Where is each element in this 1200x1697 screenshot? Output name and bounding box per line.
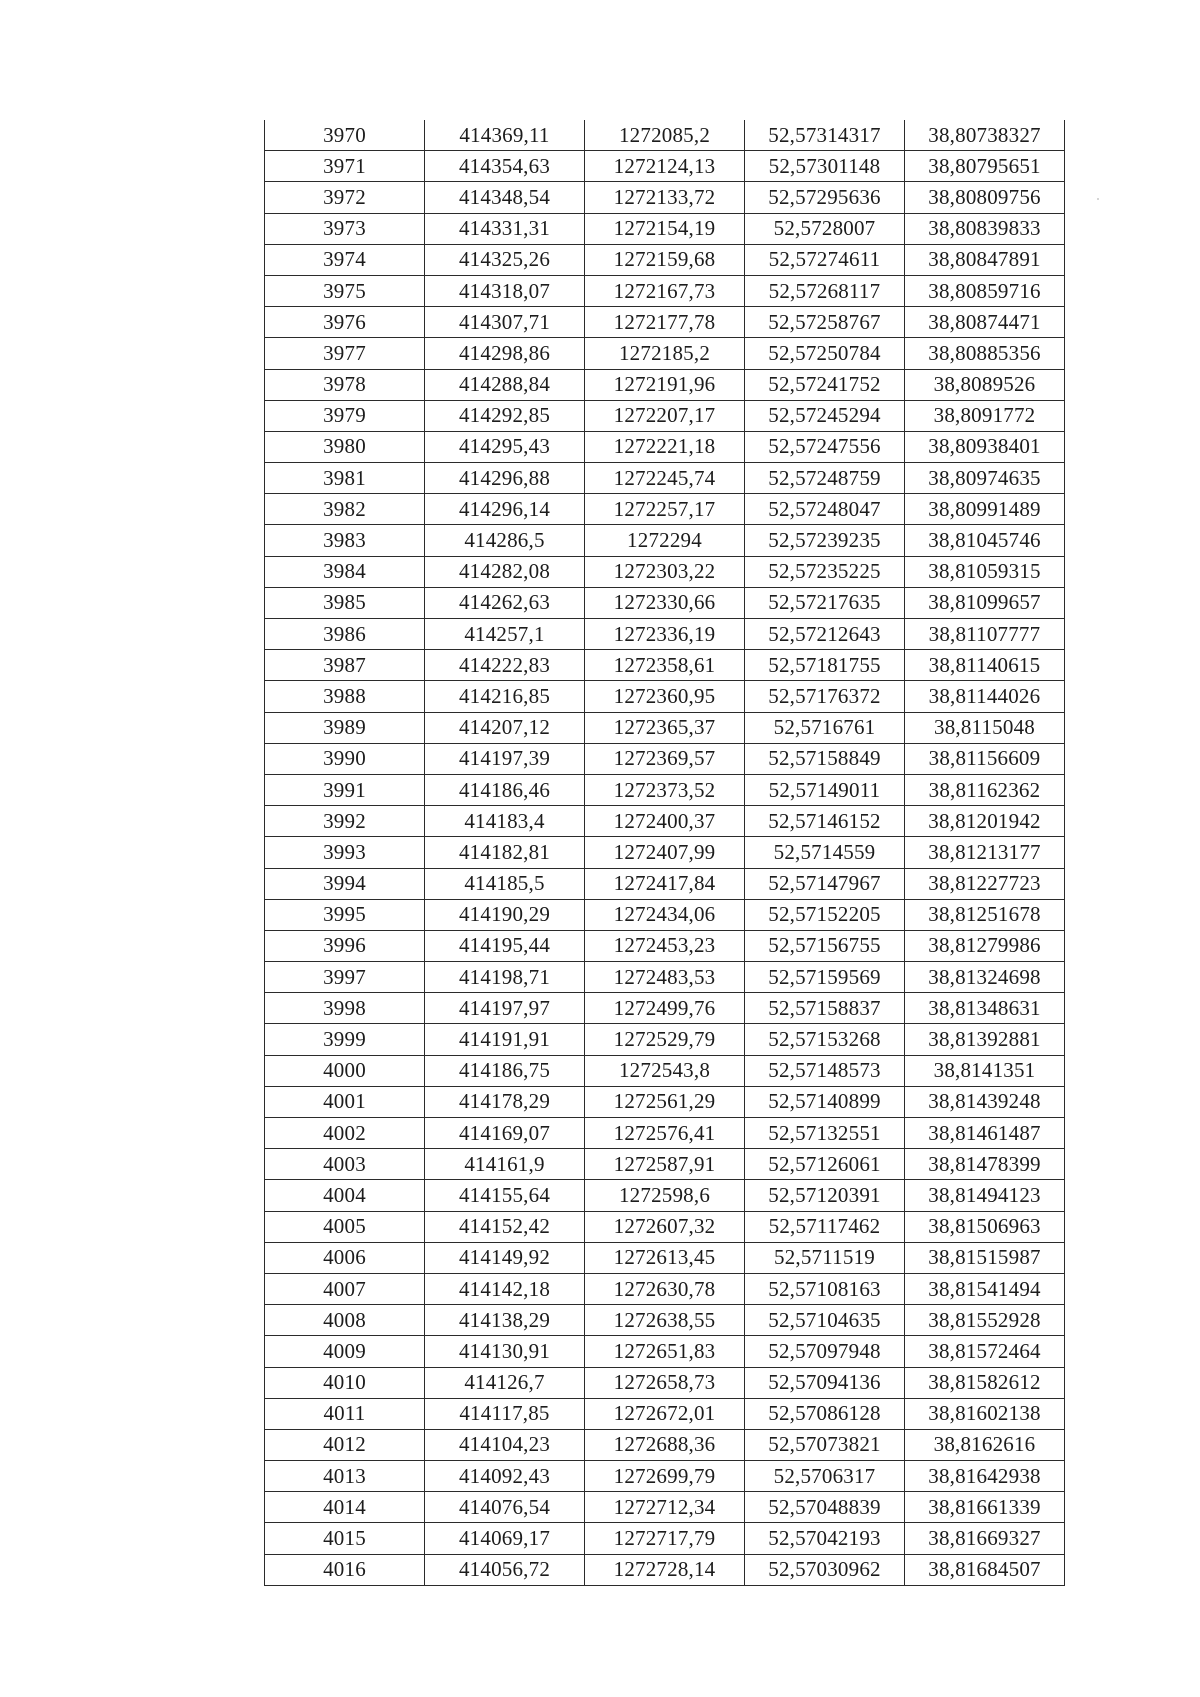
x-coordinate-cell: 414318,07 xyxy=(425,275,585,306)
point-number-cell: 3985 xyxy=(265,587,425,618)
x-coordinate-cell: 414325,26 xyxy=(425,244,585,275)
point-number-cell: 4007 xyxy=(265,1273,425,1304)
x-coordinate-cell: 414282,08 xyxy=(425,556,585,587)
y-coordinate-cell: 1272607,32 xyxy=(585,1211,745,1242)
y-coordinate-cell: 1272294 xyxy=(585,525,745,556)
table-row xyxy=(265,431,1065,462)
y-coordinate-cell: 1272191,96 xyxy=(585,369,745,400)
point-number-cell: 3988 xyxy=(265,681,425,712)
x-coordinate-cell: 414126,7 xyxy=(425,1367,585,1398)
x-coordinate-cell: 414155,64 xyxy=(425,1180,585,1211)
latitude-cell: 52,57094136 xyxy=(745,1367,905,1398)
y-coordinate-cell: 1272407,99 xyxy=(585,837,745,868)
longitude-cell: 38,81461487 xyxy=(905,1118,1065,1149)
latitude-cell: 52,57042193 xyxy=(745,1523,905,1554)
table-row xyxy=(265,837,1065,868)
table-row xyxy=(265,400,1065,431)
x-coordinate-cell: 414056,72 xyxy=(425,1554,585,1585)
x-coordinate-cell: 414197,97 xyxy=(425,993,585,1024)
table-row xyxy=(265,993,1065,1024)
table-row xyxy=(265,275,1065,306)
table-row xyxy=(265,1024,1065,1055)
y-coordinate-cell: 1272159,68 xyxy=(585,244,745,275)
x-coordinate-cell: 414161,9 xyxy=(425,1149,585,1180)
latitude-cell: 52,57149011 xyxy=(745,774,905,805)
table-row xyxy=(265,1273,1065,1304)
table-row xyxy=(265,1305,1065,1336)
x-coordinate-cell: 414296,88 xyxy=(425,463,585,494)
longitude-cell: 38,81602138 xyxy=(905,1398,1065,1429)
longitude-cell: 38,81642938 xyxy=(905,1461,1065,1492)
table-row xyxy=(265,556,1065,587)
latitude-cell: 52,57181755 xyxy=(745,650,905,681)
longitude-cell: 38,81582612 xyxy=(905,1367,1065,1398)
point-number-cell: 4005 xyxy=(265,1211,425,1242)
longitude-cell: 38,8089526 xyxy=(905,369,1065,400)
latitude-cell: 52,57147967 xyxy=(745,868,905,899)
y-coordinate-cell: 1272221,18 xyxy=(585,431,745,462)
latitude-cell: 52,57156755 xyxy=(745,930,905,961)
table-row xyxy=(265,244,1065,275)
longitude-cell: 38,81201942 xyxy=(905,806,1065,837)
x-coordinate-cell: 414207,12 xyxy=(425,712,585,743)
point-number-cell: 4008 xyxy=(265,1305,425,1336)
x-coordinate-cell: 414348,54 xyxy=(425,182,585,213)
longitude-cell: 38,81478399 xyxy=(905,1149,1065,1180)
longitude-cell: 38,81515987 xyxy=(905,1242,1065,1273)
coordinates-table xyxy=(264,120,1065,1586)
x-coordinate-cell: 414149,92 xyxy=(425,1242,585,1273)
latitude-cell: 52,57097948 xyxy=(745,1336,905,1367)
y-coordinate-cell: 1272576,41 xyxy=(585,1118,745,1149)
x-coordinate-cell: 414288,84 xyxy=(425,369,585,400)
x-coordinate-cell: 414190,29 xyxy=(425,899,585,930)
longitude-cell: 38,81162362 xyxy=(905,774,1065,805)
latitude-cell: 52,57301148 xyxy=(745,151,905,182)
longitude-cell: 38,8115048 xyxy=(905,712,1065,743)
y-coordinate-cell: 1272167,73 xyxy=(585,275,745,306)
x-coordinate-cell: 414307,71 xyxy=(425,307,585,338)
x-coordinate-cell: 414369,11 xyxy=(425,120,585,151)
table-row xyxy=(265,213,1065,244)
longitude-cell: 38,80847891 xyxy=(905,244,1065,275)
y-coordinate-cell: 1272207,17 xyxy=(585,400,745,431)
point-number-cell: 4006 xyxy=(265,1242,425,1273)
longitude-cell: 38,8141351 xyxy=(905,1055,1065,1086)
x-coordinate-cell: 414257,1 xyxy=(425,619,585,650)
longitude-cell: 38,80859716 xyxy=(905,275,1065,306)
x-coordinate-cell: 414186,46 xyxy=(425,774,585,805)
x-coordinate-cell: 414331,31 xyxy=(425,213,585,244)
y-coordinate-cell: 1272336,19 xyxy=(585,619,745,650)
y-coordinate-cell: 1272124,13 xyxy=(585,151,745,182)
y-coordinate-cell: 1272373,52 xyxy=(585,774,745,805)
point-number-cell: 4003 xyxy=(265,1149,425,1180)
y-coordinate-cell: 1272598,6 xyxy=(585,1180,745,1211)
table-row xyxy=(265,525,1065,556)
table-row xyxy=(265,1055,1065,1086)
longitude-cell: 38,81572464 xyxy=(905,1336,1065,1367)
point-number-cell: 3999 xyxy=(265,1024,425,1055)
table-row xyxy=(265,930,1065,961)
point-number-cell: 3974 xyxy=(265,244,425,275)
latitude-cell: 52,57217635 xyxy=(745,587,905,618)
point-number-cell: 3982 xyxy=(265,494,425,525)
point-number-cell: 4000 xyxy=(265,1055,425,1086)
latitude-cell: 52,57108163 xyxy=(745,1273,905,1304)
y-coordinate-cell: 1272177,78 xyxy=(585,307,745,338)
y-coordinate-cell: 1272453,23 xyxy=(585,930,745,961)
table-row xyxy=(265,587,1065,618)
y-coordinate-cell: 1272561,29 xyxy=(585,1086,745,1117)
y-coordinate-cell: 1272699,79 xyxy=(585,1461,745,1492)
table-row xyxy=(265,712,1065,743)
point-number-cell: 3984 xyxy=(265,556,425,587)
y-coordinate-cell: 1272688,36 xyxy=(585,1429,745,1460)
y-coordinate-cell: 1272417,84 xyxy=(585,868,745,899)
x-coordinate-cell: 414138,29 xyxy=(425,1305,585,1336)
table-row xyxy=(265,1492,1065,1523)
point-number-cell: 4012 xyxy=(265,1429,425,1460)
latitude-cell: 52,57248047 xyxy=(745,494,905,525)
x-coordinate-cell: 414292,85 xyxy=(425,400,585,431)
longitude-cell: 38,81279986 xyxy=(905,930,1065,961)
longitude-cell: 38,81140615 xyxy=(905,650,1065,681)
x-coordinate-cell: 414298,86 xyxy=(425,338,585,369)
latitude-cell: 52,5706317 xyxy=(745,1461,905,1492)
y-coordinate-cell: 1272483,53 xyxy=(585,962,745,993)
longitude-cell: 38,81251678 xyxy=(905,899,1065,930)
longitude-cell: 38,81439248 xyxy=(905,1086,1065,1117)
point-number-cell: 4002 xyxy=(265,1118,425,1149)
x-coordinate-cell: 414222,83 xyxy=(425,650,585,681)
x-coordinate-cell: 414183,4 xyxy=(425,806,585,837)
latitude-cell: 52,57073821 xyxy=(745,1429,905,1460)
longitude-cell: 38,80839833 xyxy=(905,213,1065,244)
point-number-cell: 4001 xyxy=(265,1086,425,1117)
point-number-cell: 4011 xyxy=(265,1398,425,1429)
longitude-cell: 38,81392881 xyxy=(905,1024,1065,1055)
y-coordinate-cell: 1272358,61 xyxy=(585,650,745,681)
longitude-cell: 38,80795651 xyxy=(905,151,1065,182)
latitude-cell: 52,57314317 xyxy=(745,120,905,151)
y-coordinate-cell: 1272154,19 xyxy=(585,213,745,244)
longitude-cell: 38,80991489 xyxy=(905,494,1065,525)
point-number-cell: 3972 xyxy=(265,182,425,213)
point-number-cell: 4016 xyxy=(265,1554,425,1585)
table-row xyxy=(265,307,1065,338)
point-number-cell: 3981 xyxy=(265,463,425,494)
y-coordinate-cell: 1272728,14 xyxy=(585,1554,745,1585)
table-row xyxy=(265,1554,1065,1585)
table-row xyxy=(265,182,1065,213)
latitude-cell: 52,57158849 xyxy=(745,743,905,774)
point-number-cell: 4009 xyxy=(265,1336,425,1367)
x-coordinate-cell: 414092,43 xyxy=(425,1461,585,1492)
y-coordinate-cell: 1272330,66 xyxy=(585,587,745,618)
latitude-cell: 52,57153268 xyxy=(745,1024,905,1055)
longitude-cell: 38,81324698 xyxy=(905,962,1065,993)
x-coordinate-cell: 414152,42 xyxy=(425,1211,585,1242)
x-coordinate-cell: 414295,43 xyxy=(425,431,585,462)
point-number-cell: 3986 xyxy=(265,619,425,650)
point-number-cell: 3990 xyxy=(265,743,425,774)
table-row xyxy=(265,743,1065,774)
point-number-cell: 3989 xyxy=(265,712,425,743)
latitude-cell: 52,57176372 xyxy=(745,681,905,712)
point-number-cell: 3971 xyxy=(265,151,425,182)
y-coordinate-cell: 1272717,79 xyxy=(585,1523,745,1554)
point-number-cell: 3997 xyxy=(265,962,425,993)
x-coordinate-cell: 414197,39 xyxy=(425,743,585,774)
x-coordinate-cell: 414142,18 xyxy=(425,1273,585,1304)
x-coordinate-cell: 414182,81 xyxy=(425,837,585,868)
table-row xyxy=(265,1118,1065,1149)
point-number-cell: 3970 xyxy=(265,120,425,151)
x-coordinate-cell: 414354,63 xyxy=(425,151,585,182)
latitude-cell: 52,57132551 xyxy=(745,1118,905,1149)
table-row xyxy=(265,681,1065,712)
y-coordinate-cell: 1272245,74 xyxy=(585,463,745,494)
table-row xyxy=(265,962,1065,993)
longitude-cell: 38,80938401 xyxy=(905,431,1065,462)
point-number-cell: 4004 xyxy=(265,1180,425,1211)
longitude-cell: 38,81494123 xyxy=(905,1180,1065,1211)
table-row xyxy=(265,619,1065,650)
point-number-cell: 3975 xyxy=(265,275,425,306)
y-coordinate-cell: 1272185,2 xyxy=(585,338,745,369)
table-row xyxy=(265,806,1065,837)
point-number-cell: 3987 xyxy=(265,650,425,681)
latitude-cell: 52,57158837 xyxy=(745,993,905,1024)
longitude-cell: 38,81669327 xyxy=(905,1523,1065,1554)
table-row xyxy=(265,650,1065,681)
longitude-cell: 38,81684507 xyxy=(905,1554,1065,1585)
x-coordinate-cell: 414069,17 xyxy=(425,1523,585,1554)
coordinates-table-body xyxy=(265,120,1065,1585)
x-coordinate-cell: 414191,91 xyxy=(425,1024,585,1055)
y-coordinate-cell: 1272529,79 xyxy=(585,1024,745,1055)
latitude-cell: 52,57295636 xyxy=(745,182,905,213)
x-coordinate-cell: 414169,07 xyxy=(425,1118,585,1149)
table-row xyxy=(265,1523,1065,1554)
table-row xyxy=(265,899,1065,930)
point-number-cell: 3979 xyxy=(265,400,425,431)
point-number-cell: 4015 xyxy=(265,1523,425,1554)
table-row xyxy=(265,494,1065,525)
y-coordinate-cell: 1272672,01 xyxy=(585,1398,745,1429)
point-number-cell: 3994 xyxy=(265,868,425,899)
longitude-cell: 38,81059315 xyxy=(905,556,1065,587)
table-row xyxy=(265,151,1065,182)
longitude-cell: 38,80974635 xyxy=(905,463,1065,494)
longitude-cell: 38,80885356 xyxy=(905,338,1065,369)
y-coordinate-cell: 1272085,2 xyxy=(585,120,745,151)
y-coordinate-cell: 1272369,57 xyxy=(585,743,745,774)
y-coordinate-cell: 1272613,45 xyxy=(585,1242,745,1273)
table-row xyxy=(265,120,1065,151)
point-number-cell: 3992 xyxy=(265,806,425,837)
scan-speck xyxy=(1097,198,1099,200)
table-row xyxy=(265,1367,1065,1398)
point-number-cell: 3977 xyxy=(265,338,425,369)
point-number-cell: 3995 xyxy=(265,899,425,930)
table-row xyxy=(265,1242,1065,1273)
latitude-cell: 52,57159569 xyxy=(745,962,905,993)
y-coordinate-cell: 1272257,17 xyxy=(585,494,745,525)
x-coordinate-cell: 414286,5 xyxy=(425,525,585,556)
latitude-cell: 52,57030962 xyxy=(745,1554,905,1585)
latitude-cell: 52,57086128 xyxy=(745,1398,905,1429)
longitude-cell: 38,81213177 xyxy=(905,837,1065,868)
table-row xyxy=(265,1149,1065,1180)
x-coordinate-cell: 414216,85 xyxy=(425,681,585,712)
longitude-cell: 38,81348631 xyxy=(905,993,1065,1024)
y-coordinate-cell: 1272630,78 xyxy=(585,1273,745,1304)
latitude-cell: 52,57148573 xyxy=(745,1055,905,1086)
latitude-cell: 52,57258767 xyxy=(745,307,905,338)
point-number-cell: 3978 xyxy=(265,369,425,400)
point-number-cell: 3980 xyxy=(265,431,425,462)
y-coordinate-cell: 1272365,37 xyxy=(585,712,745,743)
latitude-cell: 52,57245294 xyxy=(745,400,905,431)
latitude-cell: 52,57140899 xyxy=(745,1086,905,1117)
table-row xyxy=(265,338,1065,369)
longitude-cell: 38,81506963 xyxy=(905,1211,1065,1242)
point-number-cell: 3996 xyxy=(265,930,425,961)
x-coordinate-cell: 414178,29 xyxy=(425,1086,585,1117)
y-coordinate-cell: 1272434,06 xyxy=(585,899,745,930)
x-coordinate-cell: 414185,5 xyxy=(425,868,585,899)
longitude-cell: 38,81541494 xyxy=(905,1273,1065,1304)
latitude-cell: 52,57104635 xyxy=(745,1305,905,1336)
latitude-cell: 52,5714559 xyxy=(745,837,905,868)
x-coordinate-cell: 414130,91 xyxy=(425,1336,585,1367)
latitude-cell: 52,57250784 xyxy=(745,338,905,369)
longitude-cell: 38,81156609 xyxy=(905,743,1065,774)
point-number-cell: 4013 xyxy=(265,1461,425,1492)
latitude-cell: 52,57248759 xyxy=(745,463,905,494)
y-coordinate-cell: 1272499,76 xyxy=(585,993,745,1024)
table-row xyxy=(265,774,1065,805)
latitude-cell: 52,57120391 xyxy=(745,1180,905,1211)
point-number-cell: 3973 xyxy=(265,213,425,244)
y-coordinate-cell: 1272133,72 xyxy=(585,182,745,213)
y-coordinate-cell: 1272712,34 xyxy=(585,1492,745,1523)
longitude-cell: 38,81227723 xyxy=(905,868,1065,899)
longitude-cell: 38,8091772 xyxy=(905,400,1065,431)
point-number-cell: 4014 xyxy=(265,1492,425,1523)
longitude-cell: 38,81661339 xyxy=(905,1492,1065,1523)
latitude-cell: 52,57241752 xyxy=(745,369,905,400)
table-row xyxy=(265,868,1065,899)
longitude-cell: 38,80738327 xyxy=(905,120,1065,151)
longitude-cell: 38,81144026 xyxy=(905,681,1065,712)
table-row xyxy=(265,463,1065,494)
point-number-cell: 3983 xyxy=(265,525,425,556)
point-number-cell: 3976 xyxy=(265,307,425,338)
y-coordinate-cell: 1272651,83 xyxy=(585,1336,745,1367)
latitude-cell: 52,5711519 xyxy=(745,1242,905,1273)
latitude-cell: 52,57274611 xyxy=(745,244,905,275)
table-row xyxy=(265,1180,1065,1211)
y-coordinate-cell: 1272587,91 xyxy=(585,1149,745,1180)
y-coordinate-cell: 1272303,22 xyxy=(585,556,745,587)
point-number-cell: 3993 xyxy=(265,837,425,868)
y-coordinate-cell: 1272360,95 xyxy=(585,681,745,712)
latitude-cell: 52,57239235 xyxy=(745,525,905,556)
x-coordinate-cell: 414296,14 xyxy=(425,494,585,525)
table-row xyxy=(265,1398,1065,1429)
latitude-cell: 52,5728007 xyxy=(745,213,905,244)
table-row xyxy=(265,1086,1065,1117)
latitude-cell: 52,57146152 xyxy=(745,806,905,837)
longitude-cell: 38,81045746 xyxy=(905,525,1065,556)
x-coordinate-cell: 414198,71 xyxy=(425,962,585,993)
latitude-cell: 52,57152205 xyxy=(745,899,905,930)
latitude-cell: 52,57048839 xyxy=(745,1492,905,1523)
y-coordinate-cell: 1272400,37 xyxy=(585,806,745,837)
y-coordinate-cell: 1272658,73 xyxy=(585,1367,745,1398)
longitude-cell: 38,80809756 xyxy=(905,182,1065,213)
x-coordinate-cell: 414262,63 xyxy=(425,587,585,618)
point-number-cell: 4010 xyxy=(265,1367,425,1398)
latitude-cell: 52,57212643 xyxy=(745,619,905,650)
latitude-cell: 52,57268117 xyxy=(745,275,905,306)
latitude-cell: 52,57117462 xyxy=(745,1211,905,1242)
longitude-cell: 38,81107777 xyxy=(905,619,1065,650)
point-number-cell: 3991 xyxy=(265,774,425,805)
table-row xyxy=(265,369,1065,400)
point-number-cell: 3998 xyxy=(265,993,425,1024)
latitude-cell: 52,5716761 xyxy=(745,712,905,743)
latitude-cell: 52,57235225 xyxy=(745,556,905,587)
table-row xyxy=(265,1461,1065,1492)
x-coordinate-cell: 414195,44 xyxy=(425,930,585,961)
x-coordinate-cell: 414076,54 xyxy=(425,1492,585,1523)
longitude-cell: 38,81099657 xyxy=(905,587,1065,618)
latitude-cell: 52,57126061 xyxy=(745,1149,905,1180)
y-coordinate-cell: 1272543,8 xyxy=(585,1055,745,1086)
x-coordinate-cell: 414104,23 xyxy=(425,1429,585,1460)
x-coordinate-cell: 414186,75 xyxy=(425,1055,585,1086)
longitude-cell: 38,81552928 xyxy=(905,1305,1065,1336)
longitude-cell: 38,8162616 xyxy=(905,1429,1065,1460)
table-row xyxy=(265,1429,1065,1460)
longitude-cell: 38,80874471 xyxy=(905,307,1065,338)
table-row xyxy=(265,1211,1065,1242)
x-coordinate-cell: 414117,85 xyxy=(425,1398,585,1429)
table-row xyxy=(265,1336,1065,1367)
latitude-cell: 52,57247556 xyxy=(745,431,905,462)
y-coordinate-cell: 1272638,55 xyxy=(585,1305,745,1336)
